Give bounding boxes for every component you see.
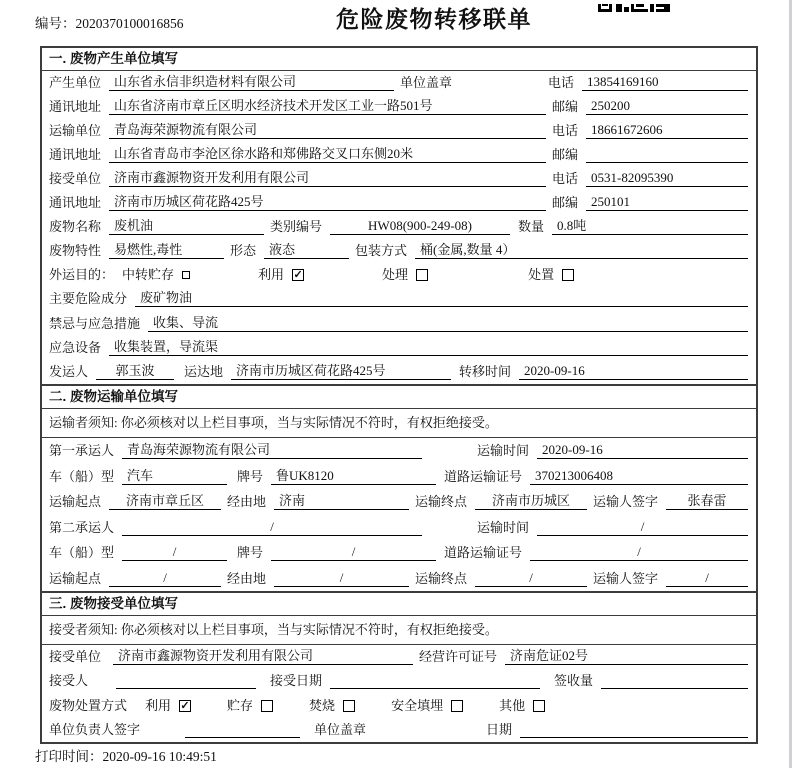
doc-number <box>35 12 184 32</box>
form-row <box>42 540 756 566</box>
section-2 <box>42 384 756 591</box>
receiver-unit: 济南市鑫源物资开发利用有限公司 <box>109 170 546 187</box>
plate-number-1: 鲁UK8120 <box>271 468 436 485</box>
terminus-2: / <box>475 570 587 587</box>
form-row <box>42 239 756 263</box>
disposal-landfill-label: 安全填埋 <box>391 697 444 713</box>
form-row <box>42 143 756 167</box>
form-table <box>40 46 758 744</box>
main-hazard: 废矿物油 <box>135 290 748 307</box>
page-edge-divider <box>789 0 792 768</box>
second-carrier: / <box>122 519 422 536</box>
terminus-label: 运输终点 <box>415 570 468 586</box>
phone-label: 电话 <box>552 123 579 139</box>
via-2: / <box>274 570 409 587</box>
contraindication: 收集、导流 <box>148 315 748 332</box>
via-label: 经由地 <box>227 494 267 510</box>
packaging-label: 包装方式 <box>355 243 408 259</box>
road-license-label: 道路运输证号 <box>444 545 523 561</box>
first-transport-date: 2020-09-16 <box>537 442 748 459</box>
road-license-2: / <box>530 544 748 561</box>
page-title: 危险废物转移联单 <box>336 6 532 32</box>
terminus-label: 运输终点 <box>415 494 468 510</box>
unchecked-checkbox-icon <box>562 269 574 281</box>
checked-checkbox-icon: ✓ <box>293 269 303 282</box>
unchecked-checkbox-icon <box>416 269 428 281</box>
transfer-date-label: 转移时间 <box>459 363 512 379</box>
form-row <box>42 167 756 191</box>
form-row <box>42 119 756 143</box>
postcode-label: 邮编 <box>552 147 579 163</box>
seal-date <box>520 721 748 738</box>
received-quantity-label: 签收量 <box>554 673 594 689</box>
phone-label: 电话 <box>548 75 575 91</box>
receiver-address-label: 通讯地址 <box>49 195 102 211</box>
consignor: 郭玉波 <box>96 363 174 380</box>
disposal-incinerate-label: 焚烧 <box>309 697 336 713</box>
origin-1: 济南市章丘区 <box>109 493 221 510</box>
responsible-signature-label: 单位负责人签字 <box>49 722 141 738</box>
disposal-landfill <box>391 698 463 714</box>
carrier-signature-1: 张春雷 <box>666 493 748 510</box>
doc-number-value: 2020370100016856 <box>75 16 184 31</box>
purpose-utilize-label: 利用 <box>258 267 285 283</box>
contraindication-label: 禁忌与应急措施 <box>49 315 141 331</box>
form-row <box>42 95 756 119</box>
section-2-notice: 运输者须知: 你必须核对以上栏目事项，当与实际情况不符时，有权拒绝接受。 <box>42 409 756 438</box>
receiver-person <box>116 672 256 689</box>
responsible-signature <box>185 721 300 738</box>
purpose-dispose <box>528 267 574 283</box>
receiving-unit-label: 接受单位 <box>49 649 102 664</box>
consignor-label: 发运人 <box>49 363 89 379</box>
receive-date-label: 接受日期 <box>270 673 323 689</box>
receive-date <box>330 672 540 689</box>
unchecked-checkbox-icon <box>182 271 190 279</box>
destination-label: 运达地 <box>184 363 224 379</box>
via-1: 济南 <box>274 493 409 510</box>
waste-name-label: 废物名称 <box>49 219 102 235</box>
terminus-1: 济南市历城区 <box>475 493 587 510</box>
form-row <box>42 718 756 742</box>
purpose-treat <box>382 267 428 283</box>
road-license-label: 道路运输证号 <box>444 468 523 484</box>
form-row <box>42 215 756 239</box>
carrier-signature-label: 运输人签字 <box>593 494 659 510</box>
postcode-label: 邮编 <box>552 99 579 115</box>
disposal-utilize-label: 利用 <box>145 697 172 713</box>
waste-property: 易燃性,毒性 <box>109 242 224 259</box>
second-transport-date: / <box>537 519 748 536</box>
origin-label: 运输起点 <box>49 494 102 510</box>
form-row <box>42 514 756 540</box>
section-1-heading: 一. 废物产生单位填写 <box>42 48 756 71</box>
waste-property-label: 废物特性 <box>49 243 102 259</box>
receiver-person-label: 接受人 <box>49 673 89 689</box>
emergency-equipment-label: 应急设备 <box>49 339 102 355</box>
transporter-unit: 青岛海荣源物流有限公司 <box>109 122 546 139</box>
disposal-other <box>499 698 545 714</box>
waste-name: 废机油 <box>109 218 264 235</box>
quantity: 0.8吨 <box>552 218 748 235</box>
purpose-utilize <box>258 267 304 283</box>
purpose-transit-storage <box>122 267 190 283</box>
received-quantity <box>601 672 748 689</box>
unchecked-checkbox-icon <box>533 700 545 712</box>
packaging: 桶(金属,数量 4） <box>415 242 748 259</box>
producer-address-label: 通讯地址 <box>49 99 102 115</box>
section-1 <box>42 48 756 384</box>
unit-seal-label: 单位盖章 <box>314 722 367 738</box>
vehicle-type-1: 汽车 <box>122 468 227 485</box>
producer-address: 山东省济南市章丘区明水经济技术开发区工业一路501号 <box>109 98 546 115</box>
receiver-postcode: 250101 <box>586 194 748 211</box>
business-license-label: 经营许可证号 <box>419 649 498 664</box>
section-3-notice: 接受者须知: 你必须核对以上栏目事项，当与实际情况不符时，有权拒绝接受。 <box>42 616 756 645</box>
carrier-signature-2: / <box>666 570 748 587</box>
via-label: 经由地 <box>227 570 267 586</box>
second-carrier-label: 第二承运人 <box>49 519 115 535</box>
section-3 <box>42 591 756 743</box>
producer-phone: 13854169160 <box>582 74 748 91</box>
form-row <box>42 311 756 335</box>
waste-form: 液态 <box>264 242 349 259</box>
phone-label: 电话 <box>552 171 579 187</box>
transporter-postcode <box>586 146 748 163</box>
checked-checkbox-icon: ✓ <box>180 699 190 712</box>
transporter-phone: 18661672606 <box>586 122 748 139</box>
transport-date-label: 运输时间 <box>477 443 530 459</box>
form-row <box>42 191 756 215</box>
date-label: 日期 <box>486 722 513 738</box>
unit-seal-label: 单位盖章 <box>400 75 453 91</box>
form-row <box>42 463 756 489</box>
transporter-address: 山东省青岛市李沧区徐水路和郑佛路交叉口东侧20米 <box>109 146 546 163</box>
destination: 济南市历城区荷花路425号 <box>231 363 451 380</box>
form-label: 形态 <box>230 243 257 259</box>
form-row <box>42 645 756 669</box>
qr-code-fragment-icon <box>598 0 670 18</box>
form-row <box>42 693 756 717</box>
plate-label: 牌号 <box>237 468 264 484</box>
form-row <box>42 287 756 311</box>
unchecked-checkbox-icon <box>343 700 355 712</box>
transport-date-label: 运输时间 <box>477 519 530 535</box>
doc-number-label: 编号： <box>35 16 76 31</box>
purpose-transit-storage-label: 中转贮存 <box>122 267 175 283</box>
receiving-unit: 济南市鑫源物资开发利用有限公司 <box>113 648 413 665</box>
road-license-1: 370213006408 <box>530 468 748 485</box>
postcode-label: 邮编 <box>552 195 579 211</box>
vehicle-type-label: 车（船）型 <box>49 545 115 561</box>
transporter-unit-label: 运输单位 <box>49 123 102 139</box>
category-code: HW08(900-249-08) <box>330 218 510 235</box>
unchecked-checkbox-icon <box>451 700 463 712</box>
carrier-signature-label: 运输人签字 <box>593 570 659 586</box>
form-row <box>42 489 756 515</box>
disposal-other-label: 其他 <box>499 697 526 713</box>
transfer-purpose-label: 外运目的： <box>49 267 115 283</box>
plate-label: 牌号 <box>237 545 264 561</box>
vehicle-type-label: 车（船）型 <box>49 468 115 484</box>
print-time-value: 2020-09-16 10:49:51 <box>102 749 217 764</box>
producer-postcode: 250200 <box>586 98 748 115</box>
section-3-heading: 三. 废物接受单位填写 <box>42 593 756 616</box>
form-row <box>42 71 756 95</box>
receiver-address: 济南市历城区荷花路425号 <box>109 194 546 211</box>
purpose-dispose-label: 处置 <box>528 267 555 283</box>
print-time-label: 打印时间： <box>35 749 103 764</box>
print-time <box>35 745 217 765</box>
vehicle-type-2: / <box>122 544 227 561</box>
producer-unit: 山东省永信非织造材料有限公司 <box>109 74 394 91</box>
transfer-date: 2020-09-16 <box>519 363 748 380</box>
form-row <box>42 565 756 591</box>
business-license: 济南危证02号 <box>505 648 748 665</box>
producer-unit-label: 产生单位 <box>49 75 102 91</box>
origin-2: / <box>109 570 221 587</box>
quantity-label: 数量 <box>518 219 545 235</box>
plate-number-2: / <box>271 544 436 561</box>
disposal-utilize <box>145 698 191 714</box>
disposal-method-label: 废物处置方式 <box>49 697 128 713</box>
form-row <box>42 263 756 287</box>
category-code-label: 类别编号 <box>270 219 323 235</box>
receiver-unit-label: 接受单位 <box>49 171 102 187</box>
purpose-treat-label: 处理 <box>382 267 409 283</box>
section-2-heading: 二. 废物运输单位填写 <box>42 386 756 409</box>
first-carrier: 青岛海荣源物流有限公司 <box>122 442 422 459</box>
form-row <box>42 360 756 384</box>
disposal-incinerate <box>309 698 355 714</box>
form-row <box>42 669 756 693</box>
receiver-phone: 0531-82095390 <box>586 170 748 187</box>
disposal-storage-label: 贮存 <box>227 697 254 713</box>
unchecked-checkbox-icon <box>261 700 273 712</box>
origin-label: 运输起点 <box>49 570 102 586</box>
transporter-address-label: 通讯地址 <box>49 147 102 163</box>
form-row <box>42 438 756 464</box>
first-carrier-label: 第一承运人 <box>49 443 115 459</box>
emergency-equipment: 收集装置，导流渠 <box>109 339 748 356</box>
disposal-storage <box>227 698 273 714</box>
form-row <box>42 336 756 360</box>
main-hazard-label: 主要危险成分 <box>49 291 128 307</box>
